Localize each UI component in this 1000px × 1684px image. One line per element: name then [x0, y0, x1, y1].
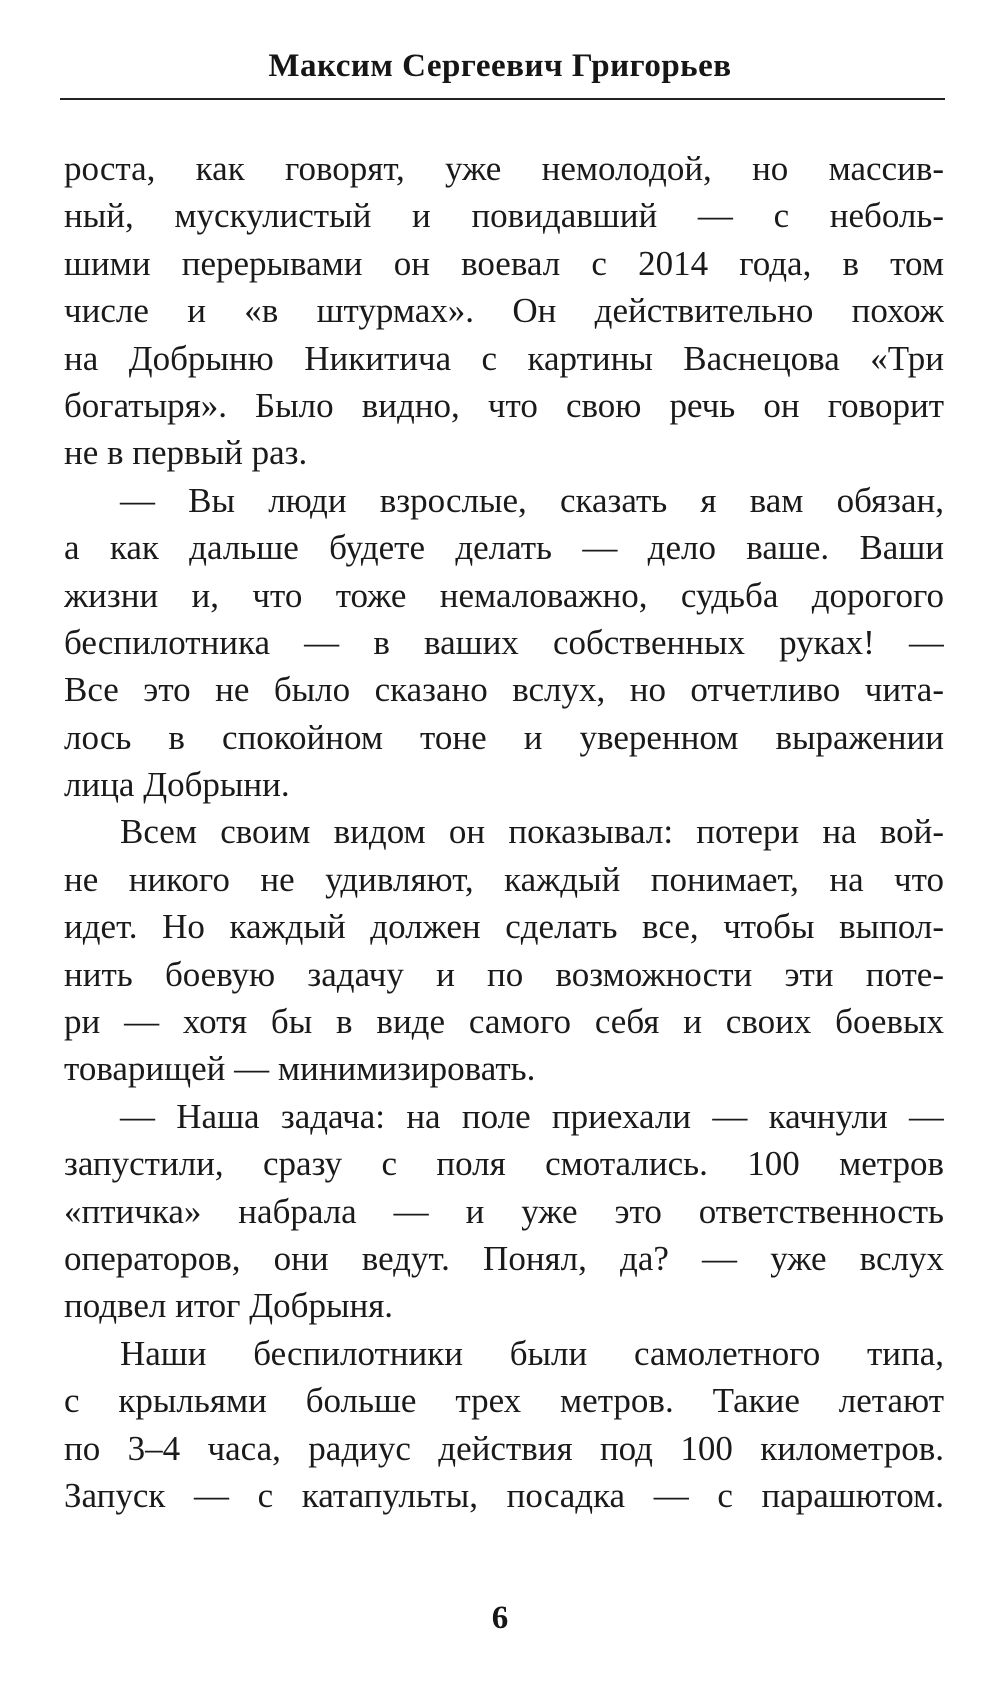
text-line: Запуск — с катапульты, посадка — с парашютом.	[64, 1475, 944, 1515]
text-line: ри — хотя бы в виде самого себя и своих боевых	[64, 1002, 944, 1042]
text-line: ный, мускулистый и повидавший — с неболь-	[64, 196, 944, 236]
text-line: а как дальше будете делать — дело ваше. Ваши	[64, 528, 944, 568]
text-line: шими перерывами он воевал с 2014 года, в том	[64, 243, 944, 283]
text-line: числе и «в штурмах». Он действительно похож	[64, 291, 944, 331]
text-line: товарищей — минимизировать.	[64, 1049, 536, 1089]
text-line: лось в спокойном тоне и уверенном выражении	[64, 717, 944, 757]
text-line: роста, как говорят, уже немолодой, но массив-	[64, 149, 944, 188]
text-line: с крыльями больше трех метров. Такие летают	[64, 1381, 944, 1421]
running-head-author: Максим Сергеевич Григорьев	[268, 48, 732, 84]
text-line: операторов, они ведут. Понял, да? — уже вслух	[64, 1238, 944, 1278]
page-number: 6	[491, 1600, 509, 1636]
text-line: — Вы люди взрослые, сказать я вам обязан,	[120, 480, 944, 520]
text-line: Наши беспилотники были самолетного типа,	[120, 1333, 944, 1373]
text-line: Все это не было сказано вслух, но отчетливо чита-	[64, 670, 944, 710]
text-line: не никого не удивляют, каждый понимает, на что	[64, 859, 944, 899]
text-line: Всем своим видом он показывал: потери на вой-	[120, 812, 944, 852]
text-line: жизни и, что тоже немаловажно, судьба дорогого	[64, 575, 944, 615]
text-line: нить боевую задачу и по возможности эти поте-	[64, 954, 944, 994]
text-line: идет. Но каждый должен сделать все, чтобы выпол-	[64, 907, 944, 947]
text-line: богатыря». Было видно, что свою речь он говорит	[64, 385, 944, 425]
text-line: не в первый раз.	[64, 433, 308, 473]
header-rule	[60, 98, 945, 100]
text-line: подвел итог Добрыня.	[64, 1286, 394, 1326]
text-line: — Наша задача: на поле приехали — качнули —	[120, 1096, 944, 1136]
body-text	[64, 145, 944, 1519]
text-line: по 3–4 часа, радиус действия под 100 километров.	[64, 1428, 944, 1468]
text-line: беспилотника — в ваших собственных руках! —	[64, 622, 944, 662]
text-line: на Добрыню Никитича с картины Васнецова «Три	[64, 338, 944, 378]
text-line: «птичка» набрала — и уже это ответственность	[64, 1191, 944, 1231]
text-line: запустили, сразу с поля смотались. 100 метров	[64, 1144, 944, 1184]
text-line: лица Добрыни.	[64, 765, 290, 805]
